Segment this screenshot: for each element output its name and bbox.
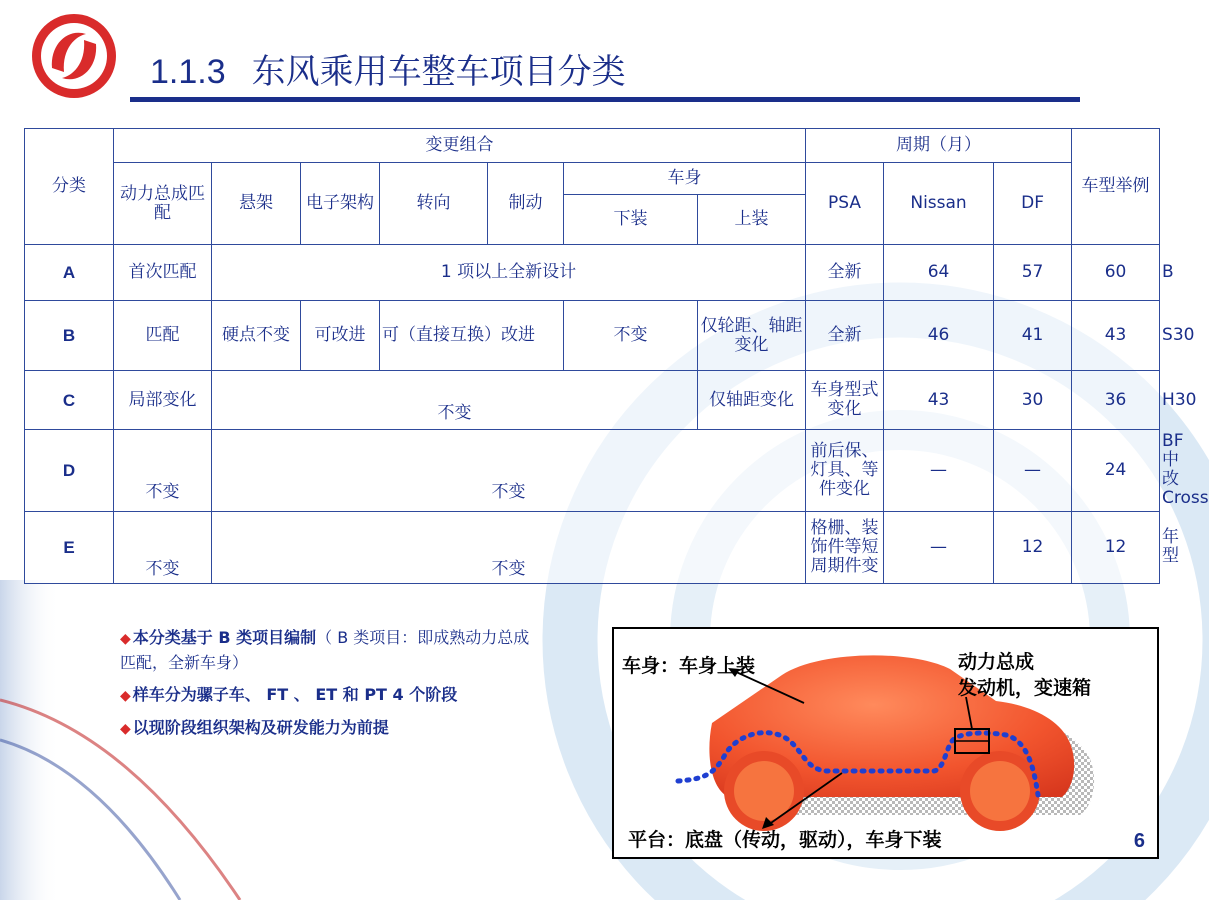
header-category: 分类 — [25, 129, 114, 245]
label-platform: 平台：底盘（传动，驱动），车身下装 — [628, 829, 942, 851]
page-title — [150, 44, 626, 93]
header-lower-body: 下装 — [564, 195, 698, 245]
header-model-example: 车型举例 — [1072, 129, 1160, 245]
note-bold-text: 本分类基于 B 类项目编制 — [132, 628, 317, 647]
table-row: E 不变 不变 格栅、装饰件等短周期件变 — 12 12 年型 — [25, 511, 1160, 583]
cell-df: 43 — [1072, 301, 1160, 371]
cell-powertrain: 局部变化 — [114, 371, 212, 429]
cell-nissan: 57 — [994, 245, 1072, 301]
diamond-bullet-icon: ◆ — [120, 721, 131, 737]
cell-suspension: 硬点不变 — [212, 301, 301, 371]
cell-psa: 43 — [884, 371, 994, 429]
table-row: B 匹配 硬点不变 可改进 可（直接互换）改进 不变 仅轮距、轴距变化 全新 46 41 43 S30 — [25, 301, 1160, 371]
cell-steering: 可（直接互换）改进 — [380, 301, 564, 371]
header-body: 车身 — [564, 163, 806, 195]
cell-upper-body: 全新 — [806, 301, 884, 371]
label-body: 车身：车身上装 — [622, 655, 756, 677]
note-item — [120, 626, 540, 675]
cell-psa: 64 — [884, 245, 994, 301]
header-nissan: Nissan — [884, 163, 994, 245]
diamond-bullet-icon: ◆ — [120, 688, 131, 704]
page-number: 6 — [1133, 830, 1145, 852]
cell-merged: 不变 — [212, 511, 806, 583]
cell-psa: — — [884, 511, 994, 583]
table-row: D 不变 不变 前后保、灯具、等件变化 — — 24 BF 中改 Cross — [25, 429, 1160, 511]
cell-merged: 不变 — [212, 371, 698, 429]
header-steering: 转向 — [380, 163, 488, 245]
cell-psa: 46 — [884, 301, 994, 371]
header-period: 周期（月） — [806, 129, 1072, 163]
vehicle-structure-figure — [612, 627, 1159, 859]
label-powertrain: 动力总成 — [958, 651, 1035, 673]
cell-nissan: 41 — [994, 301, 1072, 371]
class-label: A — [25, 245, 114, 301]
cell-df: 60 — [1072, 245, 1160, 301]
note-bold-text: 样车分为骡子车、 FT 、 ET 和 PT 4 个阶段 — [132, 685, 458, 704]
cell-brake: 不变 — [564, 301, 698, 371]
note-item — [120, 716, 540, 741]
class-label: E — [25, 511, 114, 583]
cell-nissan: 30 — [994, 371, 1072, 429]
header-suspension: 悬架 — [212, 163, 301, 245]
title-number: 1.1.3 — [150, 53, 226, 91]
note-text: （ B 类项目：即成熟动力总成匹配，全新车身） — [120, 628, 530, 672]
label-engine-gearbox: 发动机，变速箱 — [958, 677, 1092, 699]
cell-df: 24 — [1072, 429, 1160, 511]
cell-df: 12 — [1072, 511, 1160, 583]
class-label: D — [25, 429, 114, 511]
cell-powertrain: 首次匹配 — [114, 245, 212, 301]
dongfeng-logo — [28, 10, 120, 102]
cell-powertrain: 不变 — [114, 511, 212, 583]
cell-df: 36 — [1072, 371, 1160, 429]
notes-list — [120, 626, 540, 749]
cell-upper-body: 全新 — [806, 245, 884, 301]
header-change-combination: 变更组合 — [114, 129, 806, 163]
cell-powertrain: 不变 — [114, 429, 212, 511]
cell-upper-body: 前后保、灯具、等件变化 — [806, 429, 884, 511]
cell-psa: — — [884, 429, 994, 511]
header-powertrain-matching: 动力总成匹配 — [114, 163, 212, 245]
title-text: 东风乘用车整车项目分类 — [251, 52, 626, 92]
header-brake: 制动 — [488, 163, 564, 245]
note-bold-text: 以现阶段组织架构及研发能力为前提 — [132, 718, 389, 737]
note-item — [120, 683, 540, 708]
cell-merged: 不变 — [212, 429, 806, 511]
table-row: C 局部变化 不变 仅轴距变化 车身型式变化 43 30 36 H30 — [25, 371, 1160, 429]
cell-upper-body: 格栅、装饰件等短周期件变 — [806, 511, 884, 583]
cell-nissan: — — [994, 429, 1072, 511]
class-label: C — [25, 371, 114, 429]
header-df: DF — [994, 163, 1072, 245]
cell-upper-body: 车身型式变化 — [806, 371, 884, 429]
table-row: A 首次匹配 1 项以上全新设计 全新 64 57 60 B — [25, 245, 1160, 301]
cell-merged: 1 项以上全新设计 — [212, 245, 806, 301]
diamond-bullet-icon: ◆ — [120, 631, 131, 647]
class-label: B — [25, 301, 114, 371]
cell-powertrain: 匹配 — [114, 301, 212, 371]
cell-lower-body: 仅轴距变化 — [698, 371, 806, 429]
header-electronic-architecture: 电子架构 — [301, 163, 380, 245]
title-underline — [130, 97, 1080, 102]
header-psa: PSA — [806, 163, 884, 245]
header-upper-body: 上装 — [698, 195, 806, 245]
project-classification-table — [24, 128, 1209, 584]
cell-nissan: 12 — [994, 511, 1072, 583]
cell-lower-body: 仅轮距、轴距变化 — [698, 301, 806, 371]
cell-electronics: 可改进 — [301, 301, 380, 371]
